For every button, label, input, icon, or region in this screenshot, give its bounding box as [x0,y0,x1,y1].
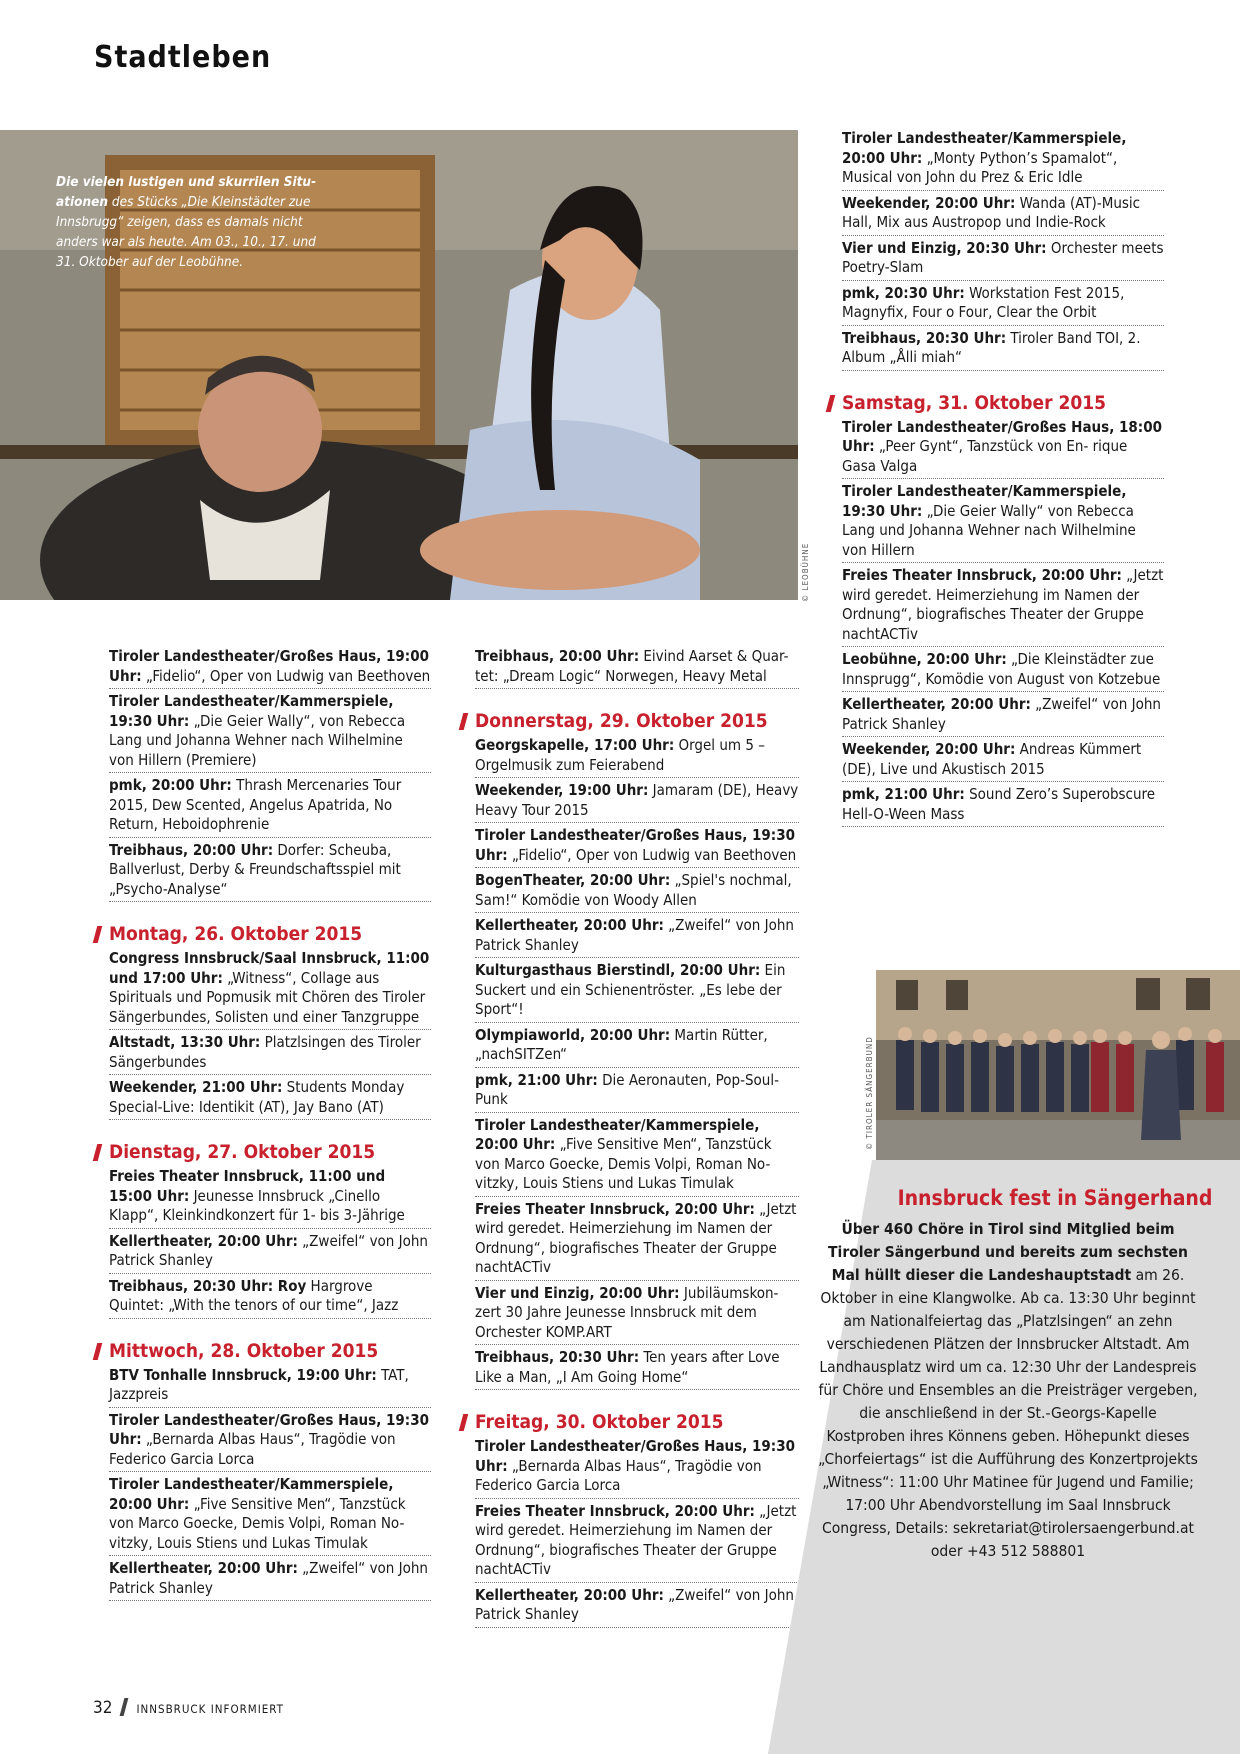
photo-credit-2: © TIROLER SÄNGERBUND [865,1036,874,1150]
section-title: Stadtleben [94,40,272,75]
event-venue-time: Treibhaus, 20:00 Uhr: [475,647,640,665]
choir-scene-illustration [876,970,1240,1160]
publication-name: INNSBRUCK INFORMIERT [136,1702,284,1716]
event-venue-time: Treibhaus, 20:00 Uhr: [109,840,274,859]
event-description: Jubiläumskon- zert 30 Jahre Jeunesse Innsbruck mit dem Orchester KOMP.ART [475,1283,779,1341]
event-description: Students Monday Special-Live: Identikit (AT), Jay Bano (AT) [109,1078,405,1116]
event-description: Dorfer: Scheuba, Ballverlust, Derby & Freundschaftsspiel mit „Psycho-Analyse“ [109,840,401,898]
event-description: „Jetzt wird geredet. Heimerziehung im Namen der Ordnung“, biografisches Theater der Gruppe nachtACTiv [842,566,1164,643]
event-venue-time: Kulturgasthaus Bierstindl, 20:00 Uhr: [475,961,761,979]
event-venue-time: Altstadt, 13:30 Uhr: [109,1033,261,1051]
event-venue-time: Tiroler Landestheater/Kammerspiele, 20:00 Uhr: [475,1115,760,1153]
event-description: „Zweifel“ von John Patrick Shanley [475,916,794,954]
event-venue-time: pmk, 20:00 Uhr: [109,776,232,794]
event-item [475,1025,799,1068]
event-venue-time: Treibhaus, 20:30 Uhr: [475,1348,640,1366]
event-description: Ten years after Love Like a Man, „I Am Going Home“ [475,1348,780,1386]
event-item [842,694,1164,737]
event-item [109,691,431,773]
event-list [109,1166,431,1319]
event-venue-time: Tiroler Landestheater/Großes Haus, 19:00 Uhr: [109,647,429,685]
event-item [475,1199,799,1281]
event-description: „Die Geier Wally“, von Rebecca Lang und Johanna Wehner nach Wilhelmine von Hillern (Premiere) [109,711,406,769]
event-item [842,565,1164,647]
event-description: Wanda (AT)-Music Hall, Mix aus Austropop und Indie-Rock [842,193,1141,231]
event-description: „Fidelio“, Oper von Ludwig van Beethoven [141,666,431,685]
event-venue-time: pmk, 21:00 Uhr: [475,1070,598,1089]
event-item [842,193,1164,236]
event-item [475,825,799,868]
event-description: Die Aeronauten, Pop-Soul-Punk [475,1070,779,1108]
event-item [109,840,431,903]
event-description: Tiroler Band TOI, 2. Album „Ålli miah“ [842,328,1141,366]
event-venue-time: Freies Theater Innsbruck, 20:00 Uhr: [475,1501,755,1520]
footer-slash-icon [120,1698,129,1716]
event-venue-time: Kellertheater, 20:00 Uhr: [475,1585,664,1604]
event-venue-time: Weekender, 21:00 Uhr: [109,1078,283,1096]
sidebar-lead: Über 460 Chöre in Tirol sind Mitglied beim Tiroler Sängerbund und bereits zum sechsten Mal hüllt dieser die Landeshauptstadt [828,1220,1188,1284]
column-3 [842,128,1164,829]
event-description: Andreas Kümmert (DE), Live und Akustisch 2015 [842,740,1142,778]
event-description: Sound Zero’s Superobscure Hell-O-Ween Mass [842,785,1156,823]
event-venue-time: Weekender, 20:00 Uhr: [842,740,1016,758]
event-item [109,948,431,1030]
event-venue-time: Tiroler Landestheater/Kammerspiele, 19:30 Uhr: [842,482,1127,520]
event-venue-time: Weekender, 20:00 Uhr: [842,193,1016,212]
event-description: „Zweifel“ von John Patrick Shanley [842,695,1161,733]
event-venue-time: Tiroler Landestheater/Großes Haus, 19:30 Uhr: [109,1410,429,1448]
event-item [842,784,1164,827]
event-item [475,1501,799,1583]
day-heading-freitag: Freitag, 30. Oktober 2015 [459,1410,799,1434]
day-heading-dienstag: Dienstag, 27. Oktober 2015 [93,1140,431,1164]
event-item [475,780,799,823]
event-venue-time: Tiroler Landestheater/Großes Haus, 19:30 Uhr: [475,826,795,864]
event-venue-time: Tiroler Landestheater/Großes Haus, 19:30 Uhr: [475,1437,795,1475]
event-list [475,1436,799,1628]
event-list [475,735,799,1390]
event-venue-time: Treibhaus, 20:30 Uhr: [842,328,1007,347]
event-item [475,1347,799,1390]
theater-photo [0,130,798,600]
photo-credit: © LEOBÜHNE [801,542,810,602]
event-description: „Bernarda Albas Haus“, Tragödie von Federico Garcia Lorca [109,1430,396,1468]
event-item [475,1436,799,1499]
event-description: „Jetzt wird geredet. Heimerziehung im Namen der Ordnung“, biografisches Theater der Gruppe nachtACTiv [475,1501,797,1578]
event-description: Platzlsingen des Tiroler Sängerbundes [109,1033,421,1071]
event-description: „Spiel's nochmal, Sam!“ Komödie von Woody Allen [475,871,792,909]
event-item [109,1410,431,1473]
event-item [842,238,1164,281]
event-venue-time: Freies Theater Innsbruck, 20:00 Uhr: [475,1199,755,1218]
event-item [475,1115,799,1197]
event-venue-time: Olympiaworld, 20:00 Uhr: [475,1025,671,1044]
event-venue-time: Tiroler Landestheater/Kammerspiele, 20:00 Uhr: [109,1475,394,1513]
event-description: „Die Geier Wally“ von Rebecca Lang und Johanna Wehner nach Wilhelmine von Hillern [842,501,1136,559]
event-item [842,417,1164,480]
event-item [109,1166,431,1229]
event-description: Workstation Fest 2015, Magnyfix, Four o Four, Clear the Orbit [842,283,1125,321]
day-heading-montag: Montag, 26. Oktober 2015 [93,922,431,946]
event-item [475,915,799,958]
event-item [475,1585,799,1628]
day-heading-donnerstag: Donnerstag, 29. Oktober 2015 [459,709,799,733]
event-item [109,1231,431,1274]
event-item [842,283,1164,326]
event-venue-time: Weekender, 19:00 Uhr: [475,781,649,799]
caption-lead: Die vielen lustigen und skurrilen Situ- ationen [56,174,317,210]
column-1 [109,646,431,1603]
event-item [475,735,799,778]
event-item [475,960,799,1023]
event-description: „Jetzt wird geredet. Heimerziehung im Namen der Ordnung“, biografisches Theater der Gruppe nachtACTiv [475,1199,797,1276]
event-description: „Fidelio“, Oper von Ludwig van Beethoven [507,845,797,864]
event-item [842,328,1164,371]
event-item [109,775,431,838]
event-item [842,649,1164,692]
event-description: Thrash Mercenaries Tour 2015, Dew Scented, Angelus Apatrida, No Return, Heboidophrenie [109,776,402,833]
event-description: „Monty Python’s Spamalot“, Musical von John du Prez & Eric Idle [842,148,1118,186]
event-description: „Zweifel“ von John Patrick Shanley [109,1231,428,1269]
event-venue-time: BTV Tonhalle Innsbruck, 19:00 Uhr: [109,1365,377,1384]
event-item [475,1070,799,1113]
event-list [475,646,799,689]
event-item [109,1276,431,1319]
column-2 [475,646,799,1630]
event-venue-time: Kellertheater, 20:00 Uhr: [109,1231,298,1250]
event-item [475,870,799,913]
event-venue-time: Vier und Einzig, 20:00 Uhr: [475,1283,680,1302]
choir-photo [876,970,1240,1160]
event-venue-time: Vier und Einzig, 20:30 Uhr: [842,238,1047,257]
event-venue-time: Kellertheater, 20:00 Uhr: [842,695,1031,713]
caption-text: des Stücks „Die Kleinstädter zue Innsbrugg“ zeigen, dass es damals nicht anders war als heute. Am 03., 10., 17. und 31. Oktober auf der Leobühne. [56,194,316,270]
event-venue-time: Tiroler Landestheater/Großes Haus, 18:00 Uhr: [842,417,1162,455]
event-item [109,1077,431,1120]
event-description: „Bernarda Albas Haus“, Tragödie von Federico Garcia Lorca [475,1456,762,1494]
event-venue-time: Freies Theater Innsbruck, 11:00 und 15:00 Uhr: [109,1167,386,1205]
event-item [842,481,1164,563]
photo-caption [56,172,326,272]
sidebar-text [818,1218,1198,1563]
event-description: TAT, Jazzpreis [109,1365,409,1403]
day-heading-samstag: Samstag, 31. Oktober 2015 [826,391,1164,415]
event-description: „Five Sensitive Men“, Tanzstück von Marco Goecke, Demis Volpi, Roman No- vitzky, Louis Stiens und Lukas Timulak [475,1135,772,1192]
event-venue-time: Leobühne, 20:00 Uhr: [842,650,1007,668]
event-description: „Zweifel“ von John Patrick Shanley [109,1559,428,1597]
event-description: Hargrove Quintet: „With the tenors of our time“, Jazz [109,1276,399,1314]
event-description: Eivind Aarset & Quar- tet: „Dream Logic“ Norwegen, Heavy Metal [475,647,789,685]
event-venue-time: Congress Innsbruck/Saal Innsbruck, 11:00 und 17:00 Uhr: [109,949,430,987]
event-list [842,128,1164,371]
sidebar-title: Innsbruck fest in Sängerhand [897,1186,1213,1210]
event-venue-time: Freies Theater Innsbruck, 20:00 Uhr: [842,566,1122,584]
sidebar-body: am 26. Oktober in eine Klangwolke. Ab ca. 13:30 Uhr beginnt am Nationalfeiertag das „Platzlsingen“ an zehn verschiedenen Plätzen der Innsbrucker Altstadt. Am Landhausplatz wird um ca. 12:30 Uhr der Landespreis für Chöre und Ensembles an die Preisträger vergeben, die anschließend in der St.-Georgs-Kapelle Kostproben ihres Könnens geben. Höhepunkt dieses „Chorfeiertags“ ist die Aufführung des Konzertprojekts „Witness“: 11:00 Uhr Matinee für Jugend und Familie; 17:00 Uhr Abendvorstellung im Saal Innsbruck Congress, Details: sekretariat@tirolersaengerbund.at oder +43 512 588801 [818,1266,1198,1560]
page-number: 32 [93,1698,113,1718]
event-item [842,128,1164,191]
event-description: „Witness“, Collage aus Spirituals und Popmusik mit Chören des Tiroler Sängerbundes, Solisten und einer Tanzgruppe [109,968,426,1026]
event-description: Martin Rütter, „nachSITZen“ [475,1025,768,1063]
event-item [109,1558,431,1601]
event-description: „Zweifel“ von John Patrick Shanley [475,1585,794,1623]
event-item [475,646,799,689]
event-item [109,1032,431,1075]
event-description: Orchester meets Poetry-Slam [842,238,1164,276]
event-list [109,948,431,1120]
event-venue-time: Georgskapelle, 17:00 Uhr: [475,736,675,754]
event-venue-time: Tiroler Landestheater/Kammerspiele, 19:30 Uhr: [109,692,394,730]
event-venue-time: Treibhaus, 20:30 Uhr: Roy [109,1276,307,1295]
event-venue-time: pmk, 20:30 Uhr: [842,283,965,302]
event-description: Ein Suckert und ein Schienentröster. „Es lebe der Sport“! [475,961,786,1018]
event-description: „Peer Gynt“, Tanzstück von En- rique Gasa Valga [842,437,1128,475]
event-venue-time: pmk, 21:00 Uhr: [842,785,965,803]
event-description: Jamaram (DE), Heavy Heavy Tour 2015 [475,781,799,819]
day-heading-mittwoch: Mittwoch, 28. Oktober 2015 [93,1339,431,1363]
event-venue-time: BogenTheater, 20:00 Uhr: [475,871,671,889]
event-description: „Five Sensitive Men“, Tanzstück von Marco Goecke, Demis Volpi, Roman No- vitzky, Louis Stiens und Lukas Timulak [109,1494,406,1552]
event-list [842,417,1164,828]
event-item [109,646,431,689]
event-description: „Die Kleinstädter zue Innsprugg“, Komödie von August von Kotzebue [842,650,1161,688]
event-item [109,1365,431,1408]
event-venue-time: Tiroler Landestheater/Kammerspiele, 20:00 Uhr: [842,129,1127,167]
event-list [109,646,431,902]
event-item [475,1283,799,1346]
event-description: Jeunesse Innsbruck „Cinello Klapp“, Kleinkindkonzert für 1- bis 3-Jährige [109,1186,405,1224]
event-venue-time: Kellertheater, 20:00 Uhr: [475,916,664,934]
event-item [109,1474,431,1556]
event-item [842,739,1164,782]
page-footer [93,1698,284,1718]
event-description: Orgel um 5 – Orgelmusik zum Feierabend [475,736,765,774]
event-list [109,1365,431,1602]
event-venue-time: Kellertheater, 20:00 Uhr: [109,1559,298,1577]
